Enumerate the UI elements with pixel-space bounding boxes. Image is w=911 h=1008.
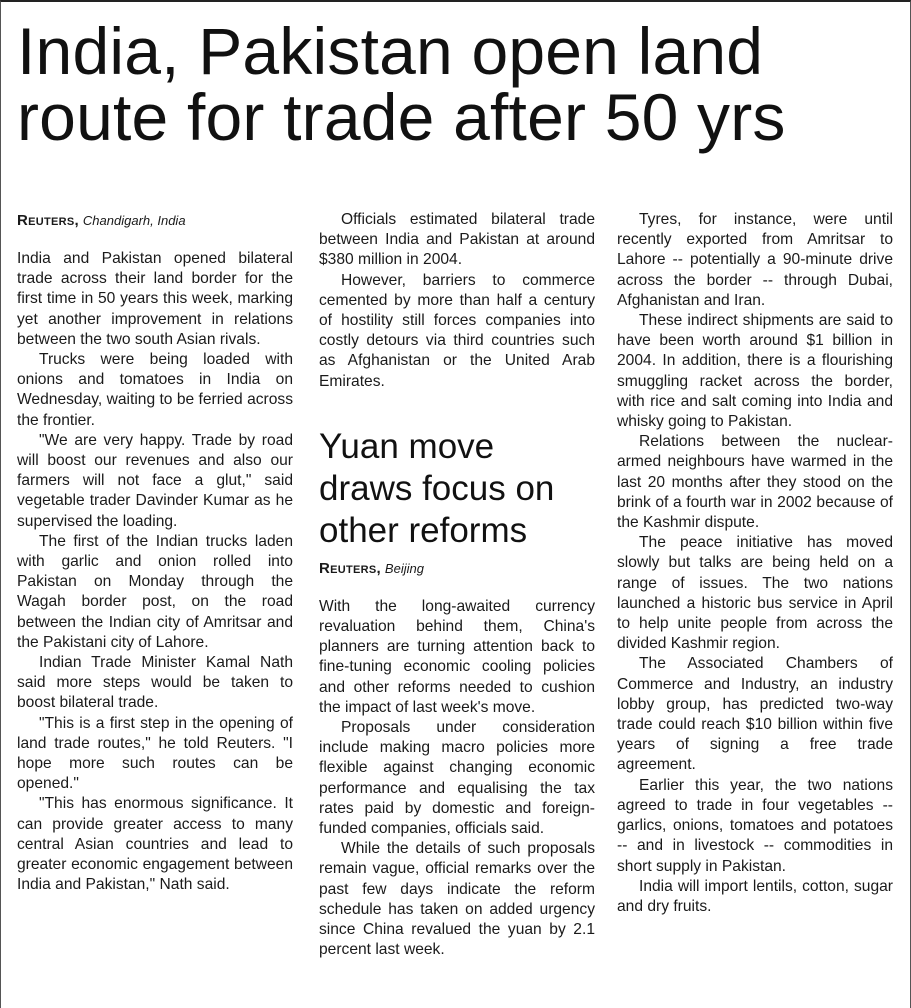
sidebar-paragraph: With the long-awaited currency revaluation behind them, China's planners are turning attention back to fine-tuning economic cooling policies and other reforms needed to cushion the impact of last week's move. [319,597,595,716]
sidebar-paragraph: Proposals under consideration include making macro policies more flexible against changing economic performance and equalising the tax rates paid by domestic and foreign-funded companies, officials said. [319,719,595,838]
article-paragraph: Relations between the nuclear-armed neighbours have warmed in the last 20 months after they stood on the brink of a fourth war in 2002 because of the Kashmir dispute. [617,433,893,532]
article-paragraph: The Associated Chambers of Commerce and Industry, an industry lobby group, has predicted two-way trade could reach $10 billion within five years of signing a free trade agreement. [617,655,893,774]
sidebar-byline-agency: Reuters, [319,559,382,577]
sidebar-byline [319,558,595,579]
article-paragraph: India will import lentils, cotton, sugar and dry fruits. [617,877,893,915]
sidebar-paragraph: While the details of such proposals remain vague, official remarks over the past few days indicate the reform schedule has taken on added urgency since China revalued the yuan by 2.1 percent last week. [319,840,595,959]
article-paragraph: These indirect shipments are said to have been worth around $1 billion in 2004. In addition, there is a flourishing smuggling racket across the border, with rice and salt coming into India and whisky going to Pakistan. [617,312,893,431]
article-paragraph: Tyres, for instance, were until recently exported from Amritsar to Lahore -- potentially a 90-minute drive across the border -- through Dubai, Afghanistan and Iran. [617,211,893,309]
article-paragraph: India and Pakistan opened bilateral trade across their land border for the first time in 50 years this week, marking yet another improvement in relations between the two south Asian rivals. [17,250,293,348]
byline [17,210,293,231]
article-paragraph: Trucks were being loaded with onions and tomatoes in India on Wednesday, waiting to be ferried across the frontier. [17,351,293,429]
sidebar-headline: Yuan move draws focus on other reforms [319,426,555,550]
article-paragraph: "This is a first step in the opening of land trade routes," he told Reuters. "I hope more such routes can be opened." [17,714,293,793]
article-paragraph: Earlier this year, the two nations agreed to trade in four vegetables -- garlics, onions, tomatoes and potatoes -- and in livestock -- commodities in short supply in Pakistan. [617,776,893,875]
article-paragraph: The first of the Indian trucks laden with garlic and onion rolled into Pakistan on Monday through the Wagah border post, on the road between the Indian city of Amritsar and the Pakistani city of Lahore. [17,532,293,651]
headline: India, Pakistan open land route for trade after 50 yrs [17,14,786,154]
article-paragraph: The peace initiative has moved slowly but talks are being held on a range of issues. The two nations launched a historic bus service in April to help unite people from across the divided Kashmir region. [617,534,893,653]
article-paragraph: However, barriers to commerce cemented by more than half a century of hostility still forces companies into costly detours via third countries such as Afghanistan or the United Arab Emirates. [319,271,595,390]
byline-dateline: Chandigarh, India [82,213,186,228]
column-3 [617,210,893,917]
column-2 [319,210,595,960]
article-paragraph: "We are very happy. Trade by road will boost our revenues and also our farmers will not face a glut," said vegetable trader Davinder Kumar as he supervised the loading. [17,431,293,530]
column-1 [17,210,293,896]
article-paragraph: Indian Trade Minister Kamal Nath said more steps would be taken to boost bilateral trade. [17,654,293,712]
byline-agency: Reuters, [17,212,80,229]
article-paragraph: "This has enormous significance. It can provide greater access to many central Asian countries and lead to greater economic engagement between India and Pakistan," Nath said. [17,795,293,894]
sidebar-byline-dateline: Beijing [384,560,424,576]
article-paragraph: Officials estimated bilateral trade between India and Pakistan at around $380 million in 2004. [319,211,595,269]
